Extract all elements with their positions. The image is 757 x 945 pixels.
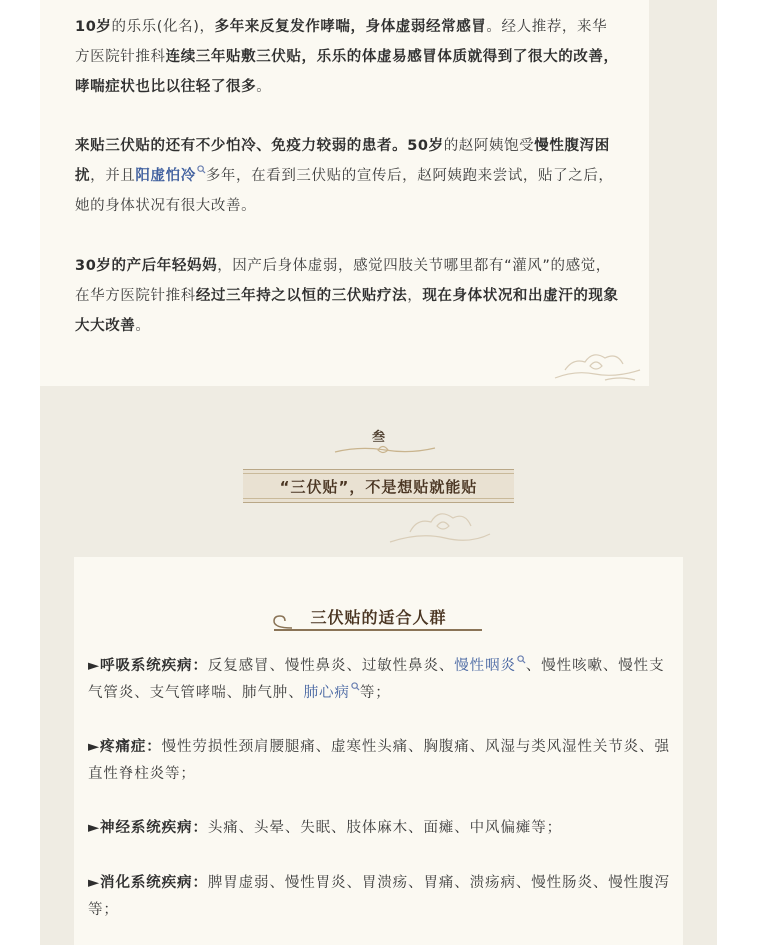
intro-highlight: 来贴三伏贴的还有不少怕冷、免疫力较弱的患者。 bbox=[75, 138, 408, 154]
list-item-pain bbox=[88, 734, 673, 788]
treatment-highlight: 经过三年持之以恒的三伏贴疗法 bbox=[195, 288, 408, 304]
text-run: 慢性劳损性颈肩腰腿痛、虚寒性头痛、胸腹痛、风湿与类风湿性关节炎、强直性脊柱炎等； bbox=[88, 739, 670, 782]
text-run: 脾胃虚弱、慢性胃炎、胃溃疡、胃痛、溃疡病、慢性肠炎、慢性腹泻等； bbox=[88, 875, 670, 918]
list-item-digestive bbox=[88, 870, 673, 924]
text-run: 。 bbox=[256, 79, 272, 95]
yangxu-palengh-link[interactable] bbox=[135, 168, 205, 184]
text-run: ，因产后身体虚弱，感觉四肢关节哪里都有“灌风”的感觉，在华方医院针推科 bbox=[75, 258, 611, 304]
text-run: 多年，在看到三伏贴的宣传后，赵阿姨跑来尝试，贴了之后，她的身体状况有很大改善。 bbox=[75, 168, 614, 214]
age-highlight: 10岁 bbox=[75, 19, 112, 35]
auspicious-cloud-icon bbox=[385, 502, 495, 548]
magnifier-icon bbox=[351, 682, 360, 691]
suitable-groups-title: 三伏贴的适合人群 bbox=[310, 608, 447, 627]
suitable-groups-panel bbox=[74, 557, 683, 945]
result-highlight: 现在身体状况和出虚汗的现象大大改善 bbox=[75, 288, 619, 334]
text-run: 。经人推荐，来华方医院针推科 bbox=[75, 19, 608, 65]
list-item-neurological bbox=[88, 815, 673, 842]
chronic-pharyngitis-link[interactable] bbox=[454, 658, 526, 674]
category-label: ►呼吸系统疾病： bbox=[88, 658, 208, 674]
text-run: ， bbox=[407, 288, 423, 304]
text-run: 的赵阿姨饱受 bbox=[443, 138, 535, 154]
text-run: 的乐乐(化名)， bbox=[111, 19, 215, 35]
link-text: 慢性咽炎 bbox=[454, 658, 516, 674]
category-label: ►神经系统疾病： bbox=[88, 820, 208, 836]
list-item-respiratory bbox=[88, 653, 673, 707]
auspicious-cloud-icon bbox=[330, 438, 440, 458]
section-title bbox=[243, 469, 514, 503]
result-highlight: 连续三年贴敷三伏贴，乐乐的体虚易感冒体质就得到了很大的改善，哮喘症状也比以往轻了很多 bbox=[75, 49, 619, 95]
pulmonary-heart-disease-link[interactable] bbox=[304, 685, 360, 701]
text-run: 反复感冒、慢性鼻炎、过敏性鼻炎、 bbox=[207, 658, 455, 674]
symptom-highlight: 多年来反复发作哮喘，身体虚弱经常感冒 bbox=[214, 19, 487, 35]
category-label: ►消化系统疾病： bbox=[88, 875, 208, 891]
text-run: 等； bbox=[359, 685, 391, 701]
section-number: 叁 bbox=[371, 430, 385, 445]
age-highlight: 50岁 bbox=[407, 138, 444, 154]
link-text: 肺心病 bbox=[303, 685, 350, 701]
story-paragraph-mother bbox=[75, 251, 620, 341]
title-underline bbox=[274, 629, 482, 631]
magnifier-icon bbox=[517, 655, 526, 664]
section-title-text: “三伏贴”，不是想贴就能贴 bbox=[279, 477, 478, 496]
subject-highlight: 30岁的产后年轻妈妈 bbox=[75, 258, 218, 274]
text-run: ，并且 bbox=[90, 168, 136, 184]
story-paragraph-zhao bbox=[75, 131, 620, 221]
magnifier-icon bbox=[197, 165, 206, 174]
link-text: 阳虚怕冷 bbox=[135, 168, 196, 184]
text-run: 。 bbox=[135, 318, 151, 334]
text-run: 头痛、头晕、失眠、肢体麻木、面瘫、中风偏瘫等； bbox=[207, 820, 563, 836]
text-run: 、慢性咳嗽、慢性支气管炎、支气管哮喘、肺气肿、 bbox=[88, 658, 665, 701]
auspicious-cloud-icon bbox=[545, 340, 645, 384]
symptom-highlight: 慢性腹泻困扰 bbox=[75, 138, 610, 184]
category-label: ►疼痛症： bbox=[88, 739, 162, 755]
story-panel bbox=[40, 0, 649, 386]
story-paragraph-lele bbox=[75, 12, 620, 102]
